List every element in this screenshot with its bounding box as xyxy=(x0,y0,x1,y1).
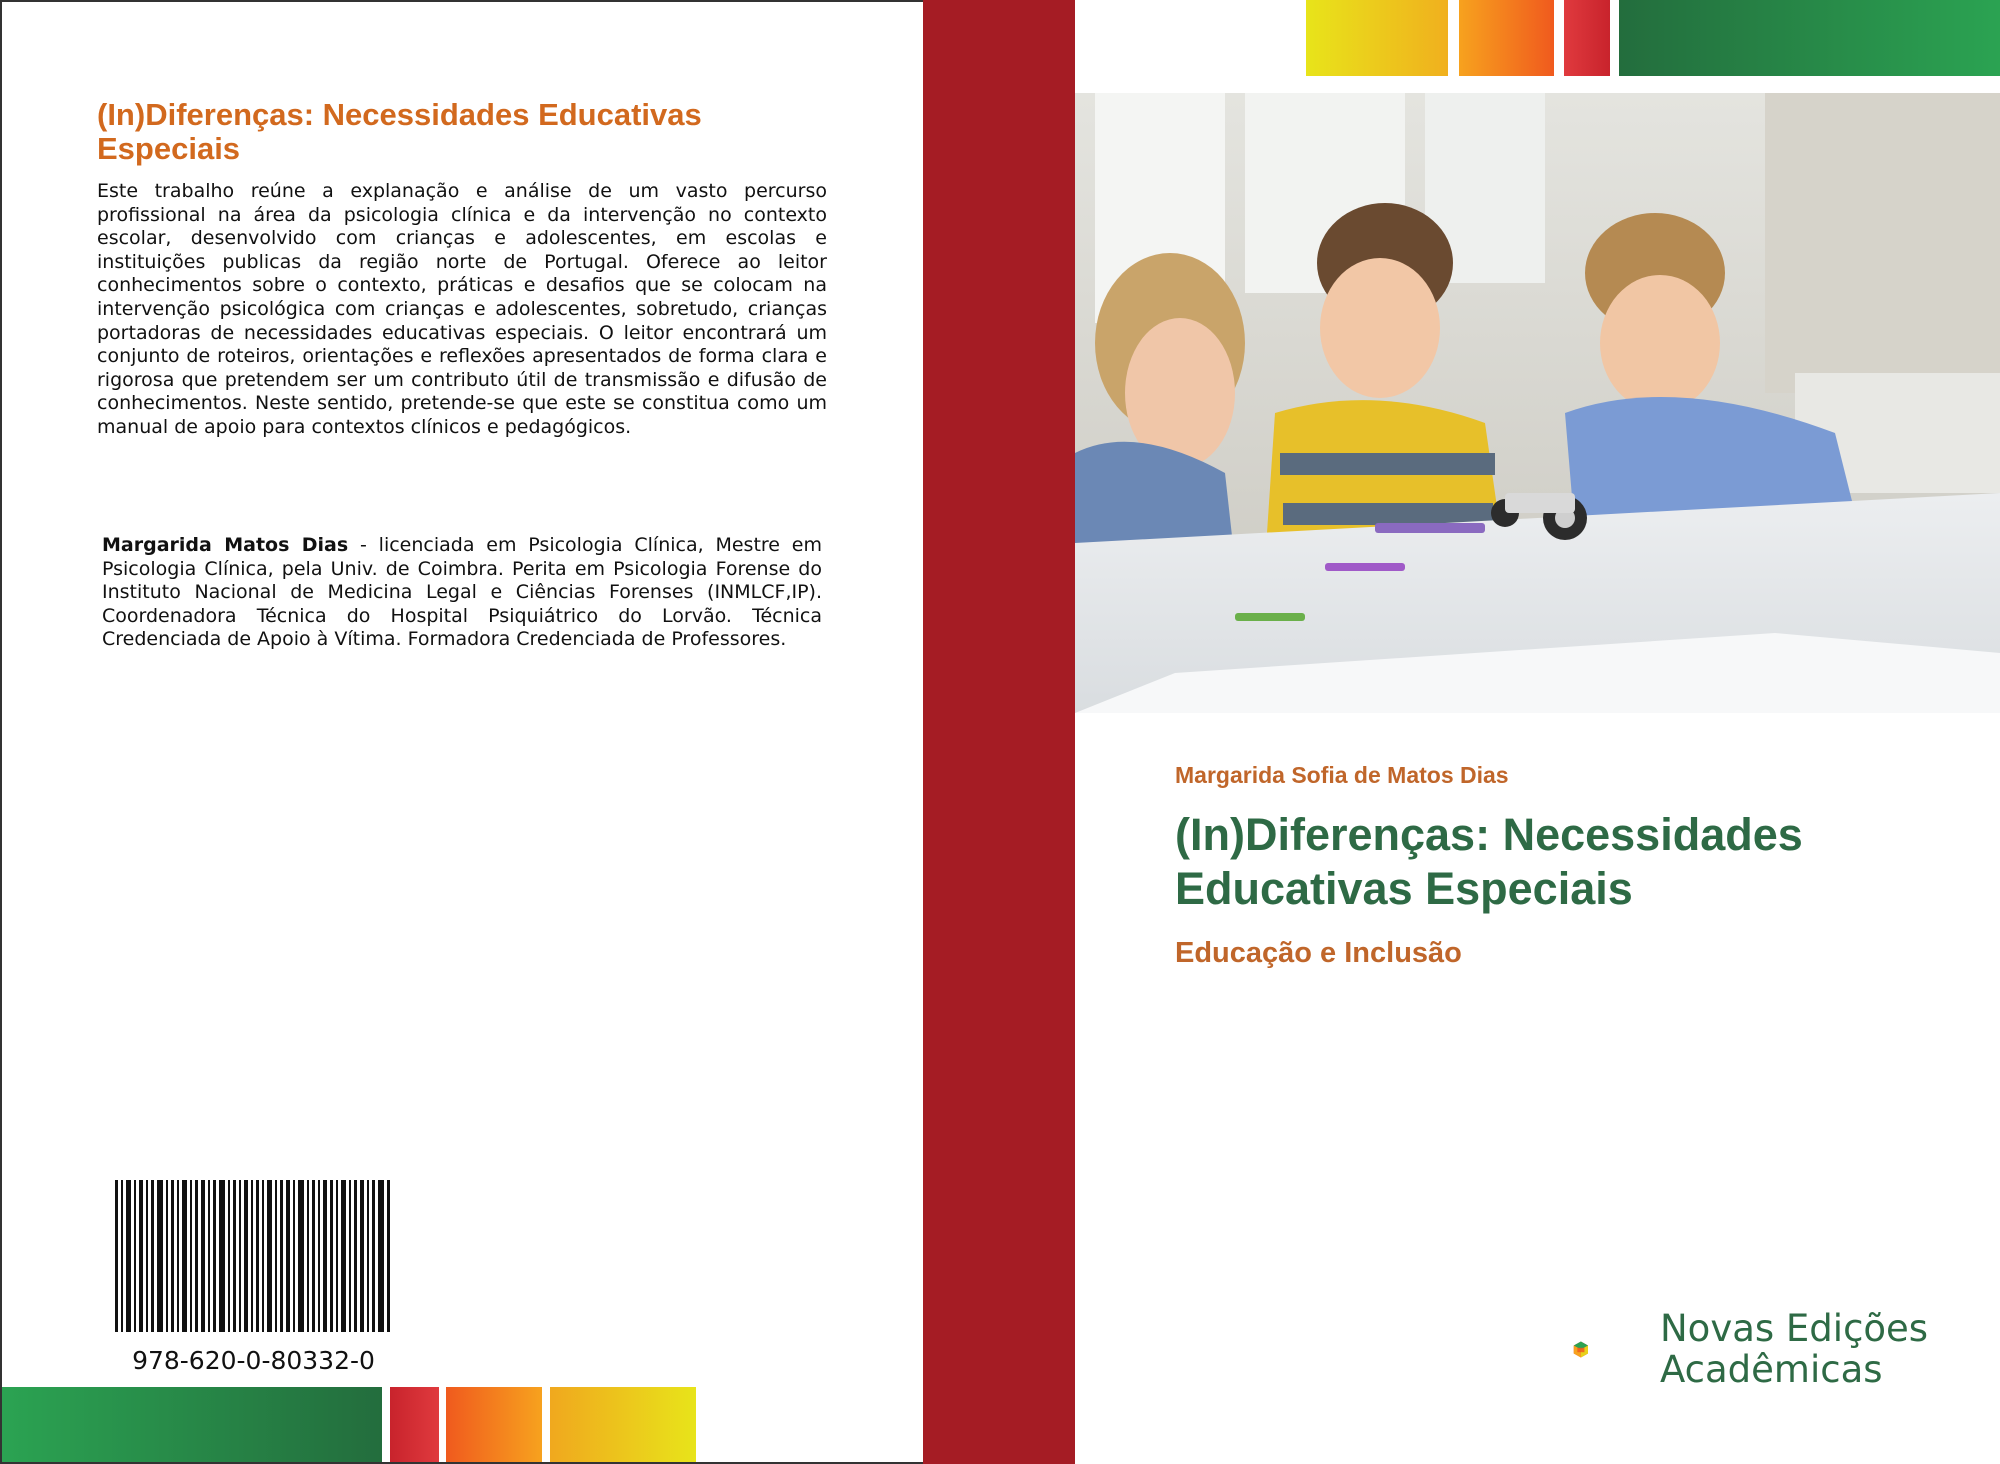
front-stripe-orange xyxy=(1459,0,1554,76)
publisher-name-line2: Acadêmicas xyxy=(1660,1348,1883,1391)
publisher-logo-icon xyxy=(1572,1310,1652,1390)
publisher-name xyxy=(1660,1308,1928,1390)
back-cover-title: (In)Diferenças: Necessidades Educativas Especiais xyxy=(97,97,702,166)
front-cover-title: (In)Diferenças: Necessidades Educativas Especiais xyxy=(1175,809,1803,914)
isbn: 978-620-0-80332-0 xyxy=(132,1346,375,1375)
cover-photo-illustration xyxy=(1075,93,2000,713)
back-stripe-green xyxy=(2,1387,382,1462)
author-bio-name: Margarida Matos Dias xyxy=(102,534,349,556)
publisher-name-line1: Novas Edições xyxy=(1660,1307,1929,1350)
barcode xyxy=(115,1180,392,1332)
back-stripe-orange xyxy=(446,1387,542,1462)
back-stripe-yellow xyxy=(550,1387,696,1462)
front-stripe-red xyxy=(1564,0,1610,76)
back-cover-description: Este trabalho reúne a explanação e análise de um vasto percurso profissional na área da psicologia clínica e da intervenção no contexto escolar, desenvolvido com crianças e adolescentes, em escolas e instituições publicas da região norte de Portugal. Oferece ao leitor conhecimentos sobre o contexto, práticas e desafios que se colocam na intervenção psicológica com crianças e adolescentes, sobretudo, crianças portadoras de necessidades educativas especiais. O leitor encontrará um conjunto de roteiros, orientações e reflexões apresentados de forma clara e rigorosa que pretendem ser um contributo útil de transmissão e difusão de conhecimentos. Neste sentido, pretende-se que este se constitua como um manual de apoio para contextos clínicos e pedagógicos. xyxy=(97,180,827,438)
back-cover xyxy=(0,0,923,1464)
front-stripe-yellow xyxy=(1306,0,1448,76)
back-stripe-red xyxy=(390,1387,439,1462)
author-bio xyxy=(102,534,822,652)
spine xyxy=(923,0,1075,1464)
front-cover-subtitle: Educação e Inclusão xyxy=(1175,937,1462,969)
front-cover-author: Margarida Sofia de Matos Dias xyxy=(1175,762,1509,788)
cover-photo xyxy=(1075,93,2000,713)
author-bio-text: - licenciada em Psicologia Clínica, Mestre em Psicologia Clínica, pela Univ. de Coimbra. Perita em Psicologia Forense do Instituto Nacional de Medicina Legal e Ciências Forenses (INMLCF,IP). Coordenadora Técnica do Hospital Psiquiátrico do Lorvão. Técnica Credenciada de Apoio à Vítima. Formadora Credenciada de Professores. xyxy=(102,534,822,651)
front-stripe-green xyxy=(1619,0,2000,76)
